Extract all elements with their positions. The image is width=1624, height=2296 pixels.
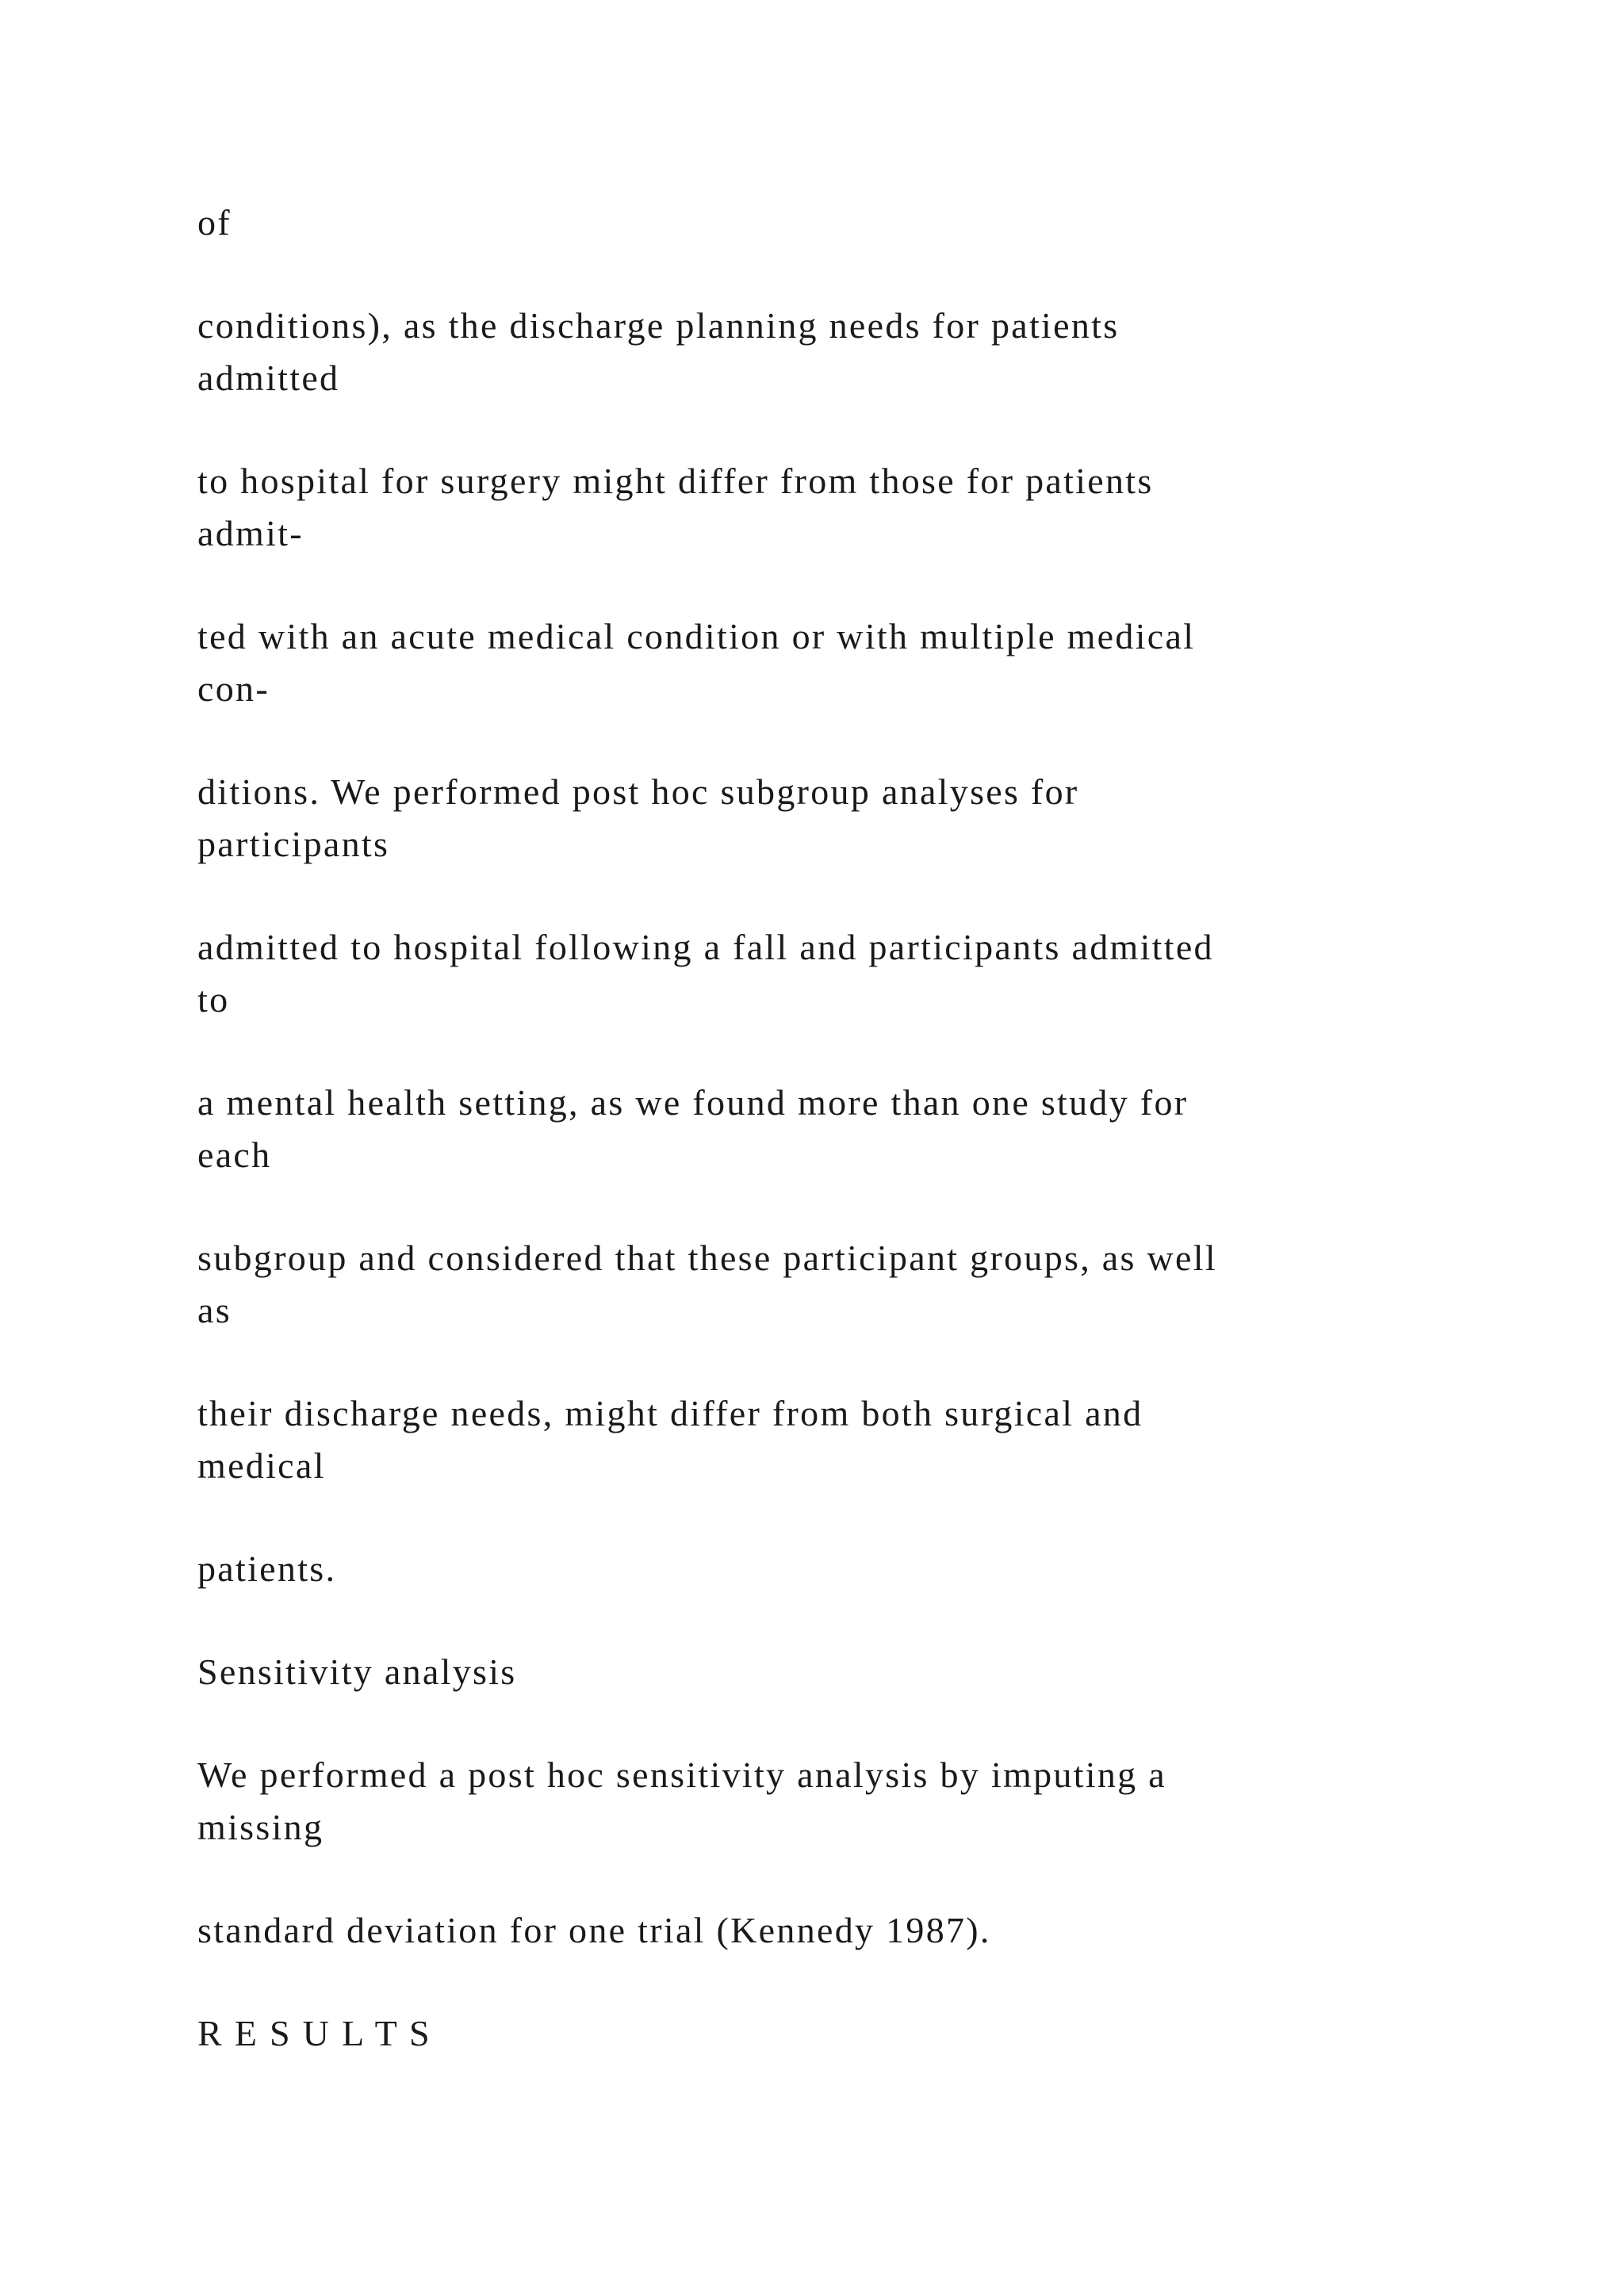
text-line: conditions), as the discharge planning needs for patients xyxy=(197,305,1120,346)
paragraph xyxy=(197,1543,1506,1595)
paragraph xyxy=(197,921,1506,1026)
text-line: patients. xyxy=(197,1548,337,1589)
text-line: R E S U L T S xyxy=(197,2013,431,2053)
body-text xyxy=(197,197,1506,2110)
text-line: each xyxy=(197,1135,272,1175)
text-line: subgroup and considered that these participant groups, as well xyxy=(197,1238,1217,1278)
paragraph xyxy=(197,610,1506,715)
paragraph xyxy=(197,300,1506,404)
text-line: a mental health setting, as we found more than one study for xyxy=(197,1082,1189,1123)
paragraph xyxy=(197,1077,1506,1181)
paragraph xyxy=(197,1387,1506,1492)
text-line: missing xyxy=(197,1807,324,1847)
text-line: admitted to hospital following a fall and participants admitted xyxy=(197,927,1214,967)
text-line: as xyxy=(197,1290,232,1330)
text-line: admitted xyxy=(197,358,340,398)
paragraph xyxy=(197,1904,1506,1957)
text-line: Sensitivity analysis xyxy=(197,1651,517,1692)
paragraph xyxy=(197,1232,1506,1337)
paragraph xyxy=(197,766,1506,871)
text-line: medical xyxy=(197,1445,326,1486)
paragraph xyxy=(197,455,1506,560)
paragraph xyxy=(197,1749,1506,1854)
text-line: standard deviation for one trial (Kennedy 1987). xyxy=(197,1910,991,1950)
paragraph xyxy=(197,197,1506,249)
text-line: con- xyxy=(197,668,270,709)
text-line: admit- xyxy=(197,513,304,553)
section-heading xyxy=(197,2007,1506,2060)
text-line: ted with an acute medical condition or with multiple medical xyxy=(197,616,1196,656)
text-line: We performed a post hoc sensitivity analysis by imputing a xyxy=(197,1755,1166,1795)
text-line: to hospital for surgery might differ from those for patients xyxy=(197,461,1154,501)
section-heading xyxy=(197,1646,1506,1698)
text-line: participants xyxy=(197,824,390,864)
text-line: of xyxy=(197,202,232,243)
text-line: their discharge needs, might differ from both surgical and xyxy=(197,1393,1143,1433)
text-line: to xyxy=(197,979,230,1020)
text-line: ditions. We performed post hoc subgroup analyses for xyxy=(197,771,1079,812)
